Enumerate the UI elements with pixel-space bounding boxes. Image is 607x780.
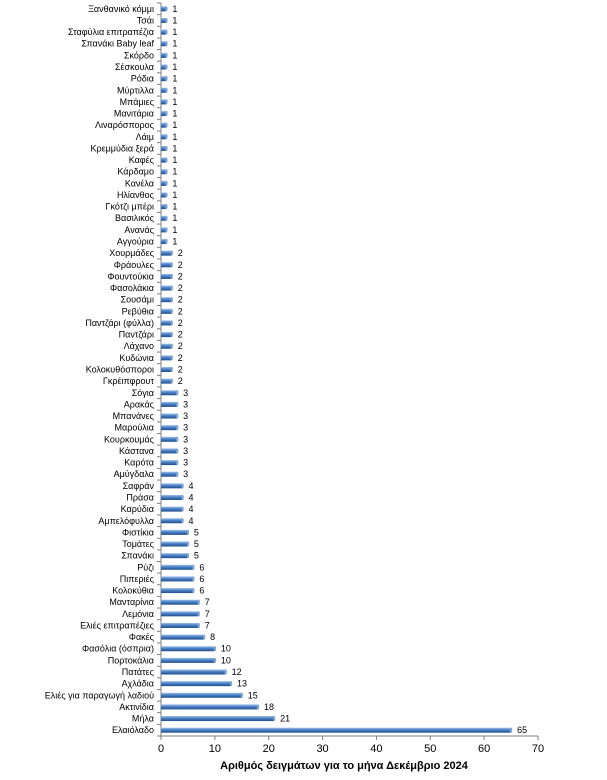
data-label: 7 xyxy=(204,597,210,608)
data-label: 3 xyxy=(183,399,189,410)
category-label: Μαρούλια xyxy=(114,422,154,433)
data-label: 4 xyxy=(188,515,194,526)
bar xyxy=(161,309,172,314)
category-label: Αγγούρια xyxy=(116,236,154,247)
data-label: 2 xyxy=(177,341,183,352)
data-label: 6 xyxy=(199,562,205,573)
data-label: 1 xyxy=(172,120,178,131)
data-label: 6 xyxy=(199,585,205,596)
category-label: Πιπεριές xyxy=(119,573,154,584)
data-label: 5 xyxy=(193,550,199,561)
data-label: 1 xyxy=(172,3,178,14)
bar-cap xyxy=(273,716,275,721)
bar-cap xyxy=(165,181,167,186)
bar-cap xyxy=(257,704,259,709)
data-label: 65 xyxy=(517,725,528,736)
category-label: Ελαιόλαδο xyxy=(112,725,154,736)
plot-area xyxy=(45,3,544,755)
bar-cap xyxy=(192,576,194,581)
bar-cap xyxy=(171,274,173,279)
data-label: 2 xyxy=(177,317,183,328)
bar-cap xyxy=(165,158,167,163)
bar xyxy=(161,635,204,640)
bar-cap xyxy=(198,600,200,605)
bar-cap xyxy=(165,134,167,139)
category-label: Πράσα xyxy=(126,492,154,503)
bar xyxy=(161,414,177,419)
bar xyxy=(161,274,172,279)
category-label: Σαφράν xyxy=(122,480,154,491)
bar-cap xyxy=(241,693,243,698)
category-label: Σέσκουλα xyxy=(114,61,154,72)
category-label: Καρύδια xyxy=(120,504,154,515)
bar xyxy=(161,623,199,628)
data-label: 3 xyxy=(183,411,189,422)
bar-cap xyxy=(176,437,178,442)
category-label: Φακές xyxy=(128,632,154,643)
data-label: 1 xyxy=(172,224,178,235)
bar xyxy=(161,286,172,291)
bar xyxy=(161,565,193,570)
bar xyxy=(161,251,172,256)
category-label: Μανταρίνια xyxy=(109,597,154,608)
bar-cap xyxy=(176,472,178,477)
category-label: Παντζάρι xyxy=(118,329,154,340)
data-label: 10 xyxy=(220,643,231,654)
bar-cap xyxy=(171,262,173,267)
category-label: Ξανθανικό κόμμι xyxy=(88,3,154,14)
bar-cap xyxy=(165,204,167,209)
bar-cap xyxy=(165,216,167,221)
bar-cap xyxy=(171,332,173,337)
bar xyxy=(161,704,258,709)
category-label: Σουσάμι xyxy=(120,294,154,305)
bar xyxy=(161,588,193,593)
category-label: Ηλίανθος xyxy=(116,189,154,200)
category-label: Ελιές για παραγωγή λαδιού xyxy=(44,690,154,701)
bar xyxy=(161,344,172,349)
category-label: Αμπελόφυλλα xyxy=(98,515,154,526)
data-label: 3 xyxy=(183,469,189,480)
data-label: 3 xyxy=(183,422,189,433)
bar-cap xyxy=(165,30,167,35)
category-label: Βασιλικός xyxy=(115,213,154,224)
data-label: 3 xyxy=(183,434,189,445)
bar-cap xyxy=(165,123,167,128)
bar-cap xyxy=(181,483,183,488)
x-tick-label: 0 xyxy=(157,743,165,755)
data-label: 1 xyxy=(172,38,178,49)
bar-cap xyxy=(165,239,167,244)
data-label: 1 xyxy=(172,108,178,119)
bar xyxy=(161,507,183,512)
data-label: 4 xyxy=(188,492,194,503)
x-tick-label: 60 xyxy=(478,743,491,755)
bar-cap xyxy=(165,111,167,116)
category-label: Κάστανα xyxy=(119,445,154,456)
category-label: Σπανάκι xyxy=(121,550,154,561)
category-label: Λεμόνια xyxy=(122,608,154,619)
bar xyxy=(161,693,242,698)
category-label: Ρύζι xyxy=(137,562,154,573)
bar-cap xyxy=(165,88,167,93)
category-label: Μήλα xyxy=(131,713,154,724)
bar xyxy=(161,425,177,430)
data-label: 5 xyxy=(193,527,199,538)
data-label: 4 xyxy=(188,480,194,491)
data-label: 2 xyxy=(177,306,183,317)
bar-cap xyxy=(181,518,183,523)
x-tick-label: 70 xyxy=(531,743,545,755)
bar xyxy=(161,728,511,733)
bar xyxy=(161,670,226,675)
data-label: 1 xyxy=(172,15,178,26)
bar xyxy=(161,483,183,488)
bar-cap xyxy=(176,390,178,395)
data-label: 1 xyxy=(172,85,178,96)
bar-cap xyxy=(187,530,189,535)
bar xyxy=(161,611,199,616)
data-label: 21 xyxy=(280,713,291,724)
bar-cap xyxy=(176,425,178,430)
bar xyxy=(161,355,172,360)
bar xyxy=(161,297,172,302)
bar-cap xyxy=(230,681,232,686)
category-label: Φιστίκια xyxy=(122,527,154,538)
bar-cap xyxy=(224,670,226,675)
category-label: Ανανάς xyxy=(124,224,154,235)
data-label: 1 xyxy=(172,189,178,200)
category-label: Σόγια xyxy=(131,387,154,398)
bar xyxy=(161,495,183,500)
data-label: 3 xyxy=(183,457,189,468)
data-label: 1 xyxy=(172,27,178,38)
category-label: Τσάι xyxy=(136,15,154,26)
bar-cap xyxy=(171,355,173,360)
data-label: 6 xyxy=(199,573,205,584)
data-label: 7 xyxy=(204,620,210,631)
bar-cap xyxy=(165,146,167,151)
bar xyxy=(161,402,177,407)
category-label: Λάχανο xyxy=(123,341,154,352)
category-label: Κολοκυθόσποροι xyxy=(85,364,154,375)
category-label: Αρακάς xyxy=(123,399,154,410)
category-label: Σπανάκι Baby leaf xyxy=(81,38,154,49)
category-label: Κουρκουμάς xyxy=(104,434,154,445)
bar xyxy=(161,600,199,605)
bar-cap xyxy=(171,286,173,291)
data-label: 2 xyxy=(177,352,183,363)
data-label: 7 xyxy=(204,608,210,619)
bar-cap xyxy=(198,611,200,616)
bar-cap xyxy=(214,658,216,663)
category-label: Αμύγδαλα xyxy=(113,469,154,480)
category-label: Λιναρόσπορος xyxy=(95,120,154,131)
category-label: Καρότα xyxy=(124,457,154,468)
category-label: Φασόλια (όσπρια) xyxy=(81,643,154,654)
category-label: Κυδώνια xyxy=(119,352,154,363)
category-label: Ελιές επιτραπέζιες xyxy=(80,620,154,631)
bar-cap xyxy=(171,320,173,325)
bar-cap xyxy=(203,635,205,640)
bar xyxy=(161,530,188,535)
bar-cap xyxy=(176,414,178,419)
bar-cap xyxy=(176,402,178,407)
category-label: Φασολάκια xyxy=(109,283,154,294)
bar-cap xyxy=(214,646,216,651)
bar-cap xyxy=(165,192,167,197)
data-label: 1 xyxy=(172,166,178,177)
category-label: Μανιτάρια xyxy=(113,108,154,119)
bar-cap xyxy=(176,448,178,453)
bar-cap xyxy=(187,542,189,547)
category-label: Μύρτιλλα xyxy=(116,85,154,96)
data-label: 1 xyxy=(172,131,178,142)
data-label: 4 xyxy=(188,504,194,515)
bar-cap xyxy=(198,623,200,628)
category-label: Πατάτες xyxy=(121,667,154,678)
data-label: 13 xyxy=(237,678,248,689)
bar xyxy=(161,448,177,453)
category-label: Σκόρδο xyxy=(123,50,154,61)
category-label: Καφές xyxy=(128,155,154,166)
data-label: 5 xyxy=(193,539,199,550)
x-tick-label: 40 xyxy=(370,743,383,755)
data-label: 1 xyxy=(172,73,178,84)
category-label: Ακτινίδια xyxy=(119,701,154,712)
data-label: 1 xyxy=(172,201,178,212)
category-label: Ρεβύθια xyxy=(121,306,154,317)
data-label: 12 xyxy=(231,667,242,678)
bar-cap xyxy=(187,553,189,558)
bar-cap xyxy=(171,344,173,349)
data-label: 1 xyxy=(172,178,178,189)
data-label: 2 xyxy=(177,376,183,387)
bar xyxy=(161,437,177,442)
category-label: Κανέλα xyxy=(124,178,154,189)
bar xyxy=(161,646,215,651)
bar xyxy=(161,681,231,686)
bar-cap xyxy=(165,64,167,69)
data-label: 10 xyxy=(220,655,231,666)
data-label: 2 xyxy=(177,283,183,294)
x-tick-label: 50 xyxy=(424,743,437,755)
bar-cap xyxy=(171,309,173,314)
category-label: Μπανάνες xyxy=(112,411,154,422)
category-label: Κολοκύθια xyxy=(112,585,154,596)
data-label: 1 xyxy=(172,143,178,154)
bar-cap xyxy=(171,367,173,372)
bar xyxy=(161,542,188,547)
bar-cap xyxy=(171,379,173,384)
bar xyxy=(161,379,172,384)
category-label: Φουντούκια xyxy=(107,271,154,282)
category-label: Αχλάδια xyxy=(121,678,154,689)
category-label: Κάρδαμο xyxy=(117,166,154,177)
data-label: 15 xyxy=(247,690,258,701)
data-label: 1 xyxy=(172,50,178,61)
category-label: Σταφύλια επιτραπέζια xyxy=(67,27,154,38)
bar xyxy=(161,658,215,663)
data-label: 3 xyxy=(183,387,189,398)
category-label: Τομάτες xyxy=(122,539,154,550)
data-label: 1 xyxy=(172,236,178,247)
bar xyxy=(161,472,177,477)
bar-cap xyxy=(165,18,167,23)
bar-cap xyxy=(181,507,183,512)
category-label: Παντζάρι (φύλλα) xyxy=(85,317,154,328)
data-label: 2 xyxy=(177,259,183,270)
x-tick-label: 30 xyxy=(316,743,329,755)
category-label: Φράουλες xyxy=(113,259,154,270)
bar xyxy=(161,262,172,267)
category-label: Λάιμ xyxy=(135,131,154,142)
data-label: 2 xyxy=(177,248,183,259)
bar-cap xyxy=(171,297,173,302)
data-label: 1 xyxy=(172,155,178,166)
bar xyxy=(161,553,188,558)
bar xyxy=(161,460,177,465)
bar xyxy=(161,518,183,523)
data-label: 2 xyxy=(177,329,183,340)
category-label: Ρόδια xyxy=(130,73,154,84)
bar-cap xyxy=(165,53,167,58)
category-label: Κρεμμύδια ξερά xyxy=(90,143,154,154)
bar-cap xyxy=(165,99,167,104)
data-label: 2 xyxy=(177,271,183,282)
bar-cap xyxy=(192,588,194,593)
data-label: 18 xyxy=(263,701,274,712)
bar-cap xyxy=(165,6,167,11)
bar xyxy=(161,716,274,721)
bar-cap xyxy=(165,227,167,232)
category-label: Μπάμιες xyxy=(119,96,154,107)
bar xyxy=(161,332,172,337)
data-label: 2 xyxy=(177,294,183,305)
x-axis-title: Αριθμός δειγμάτων για το μήνα Δεκέμβριο 2024 xyxy=(220,760,468,772)
bar-cap xyxy=(176,460,178,465)
bar-cap xyxy=(165,169,167,174)
data-label: 1 xyxy=(172,61,178,72)
data-label: 2 xyxy=(177,364,183,375)
bar xyxy=(161,320,172,325)
x-tick-label: 10 xyxy=(208,743,221,755)
bar-cap xyxy=(171,251,173,256)
category-label: Χουρμάδες xyxy=(109,248,154,259)
bar-cap xyxy=(165,41,167,46)
data-label: 3 xyxy=(183,445,189,456)
bar-cap xyxy=(165,76,167,81)
bar xyxy=(161,367,172,372)
category-label: Γκότζι μπέρι xyxy=(105,201,154,212)
category-label: Πορτοκάλια xyxy=(107,655,154,666)
x-tick-label: 20 xyxy=(262,743,275,755)
data-label: 1 xyxy=(172,96,178,107)
bar-cap xyxy=(181,495,183,500)
category-label: Γκρέιπφρουτ xyxy=(102,376,154,387)
bar xyxy=(161,576,193,581)
bar xyxy=(161,390,177,395)
bar-cap xyxy=(192,565,194,570)
data-label: 1 xyxy=(172,213,178,224)
data-label: 8 xyxy=(210,632,216,643)
bar-cap xyxy=(510,728,512,733)
